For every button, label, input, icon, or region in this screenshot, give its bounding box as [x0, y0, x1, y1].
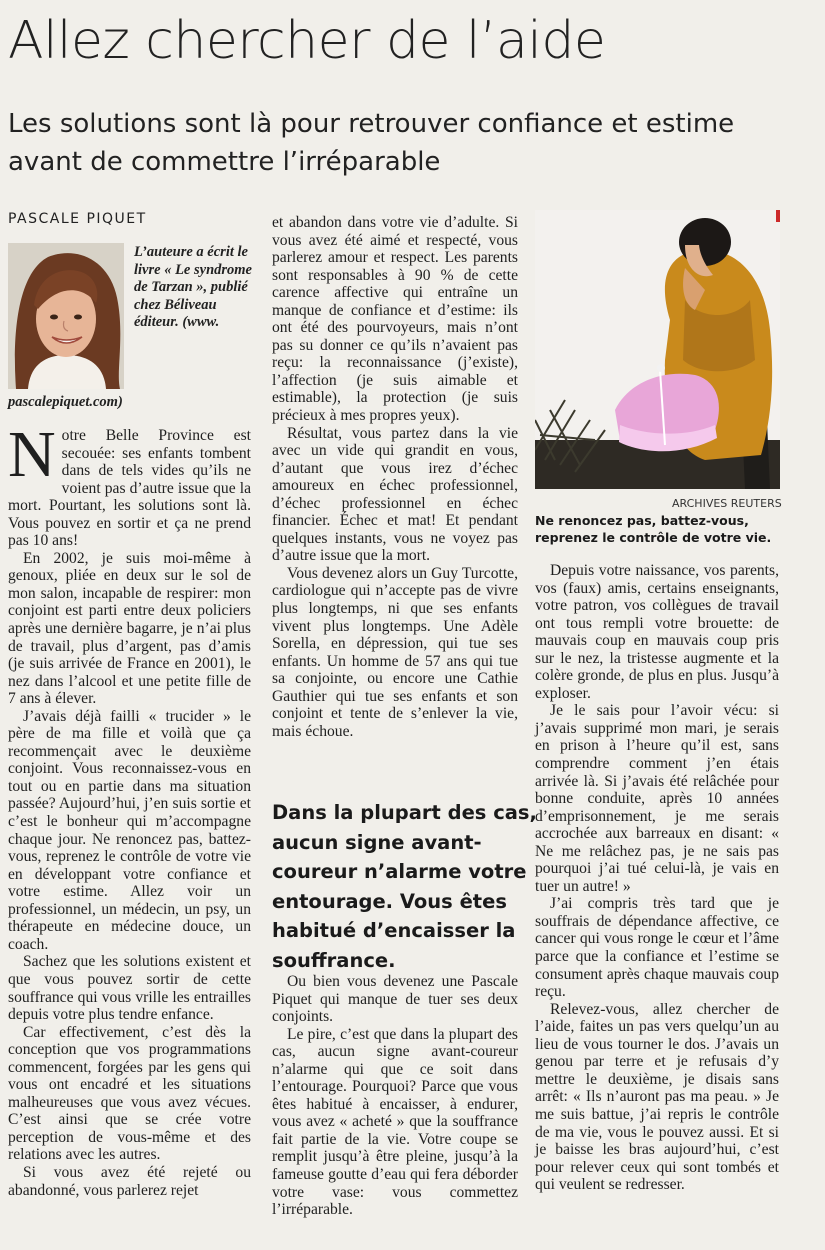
article-headline: Allez chercher de l’aide — [8, 11, 606, 71]
author-portrait — [8, 243, 124, 389]
paragraph: Sachez que les solutions existent et que vous pouvez sortir de cette souffrance qui vous vrille les entrailles depuis votre plus tendre enfance. — [8, 953, 251, 1024]
paragraph-text: otre Belle Province est secouée: ses enfants tombent dans de tels vides qu’ils ne voient pas d’autre issue que la mort. Pourtant, les solutions sont là. Vous pouvez en sortir et ça ne prend pas 10 ans! — [8, 427, 251, 550]
drop-cap: N — [8, 418, 56, 491]
paragraph: Si vous avez été rejeté ou abandonné, vous parlerez rejet — [8, 1163, 251, 1199]
paragraph: et abandon dans votre vie d’adulte. Si vous avez été aimé et respecté, vous parlerez amour et respect. Les parents sont responsables à 90 % de cette carence affective qui entraîne un manque de confiance et d’estime: ils ont été des pourvoyeurs, mais n’ont pas su donner ce qu’ils n’avaient pas reçu: la reconnaissance (j’existe), l’affection (je suis aimable et estimable), la protection (je suis précieux à mes propres yeux). — [272, 214, 518, 425]
paragraph: Relevez-vous, allez chercher de l’aide, faites un pas vers quelqu’un au lieu de vous tourner le dos. J’avais un genou par terre et je refusais d’y mettre le deuxième, je disais sans arrêt: « Ils n’auront pas ma peau. » Je me suis battue, j’ai repris le contrôle de ma vie, vous le pouvez aussi. Et si je baisse les bras aujourd’hui, c’est pour relever ceux qui sont tombés et qui veulent se redresser. — [535, 1000, 779, 1194]
photo-caption: Ne renoncez pas, battez-vous, reprenez le contrôle de votre vie. — [535, 513, 772, 545]
paragraph: En 2002, je suis moi-même à genoux, pliée en deux sur le sol de mon salon, incapable de respirer: mon conjoint est parti entre deux policiers après une dernière bagarre, je n’ai plus de travail, plus d’argent, pas d’amis (je suis arrivée de France en 2001), le nez dans l’alcool et une petite fille de 7 ans à élever. — [8, 549, 251, 708]
paragraph: Résultat, vous partez dans la vie avec un vide qui grandit en vous, d’autant que vous irez d’échec amoureux en échec professionnel, d’échec professionnel en échec financier. Échec et mat! Et pendant quelques instants, vous ne voyez pas d’autre issue que la mort. — [272, 424, 518, 565]
author-byline: PASCALE PIQUET — [8, 211, 147, 227]
article-column-1 — [8, 418, 251, 1199]
paragraph: Ou bien vous devenez une Pascale Piquet qui manque de tuer ses deux conjoints. — [272, 973, 518, 1026]
author-website: pascalepiquet.com) — [8, 394, 123, 410]
paragraph: Depuis votre naissance, vos parents, vos (faux) amis, certains enseignants, votre patron, vos collègues de travail ont tous rempli votre brouette: de mauvais coup en mauvais coup pris sur le nez, la tristesse augmente et la colère gronde, de plus en plus. Jusqu’à exploser. — [535, 562, 779, 702]
paragraph: Le pire, c’est que dans la plupart des cas, aucun signe avant-coureur n’alarme qui que ce soit dans l’entourage. Pourquoi? Parce que vous êtes habitué à encaisser, à endurer, vous avez « acheté » que la souffrance fait partie de la vie. Votre coupe se remplit jusqu’à être pleine, jusqu’à la fameuse goutte d’eau qui fera déborder votre vase: vous commettez l’irréparable. — [272, 1025, 518, 1219]
paragraph: Vous devenez alors un Guy Turcotte, cardiologue qui n’accepte pas de vivre plus longtemps, ni que ses enfants vivent plus longtemps. Une Adèle Sorella, en dépression, qui tue ses enfants. Un homme de 57 ans qui tue sa conjointe, ou encore une Cathie Gauthier qui tue ses enfants et son conjoint et tente de s’enlever la vie, mais échoue. — [272, 564, 518, 740]
article-column-3 — [535, 562, 779, 1194]
paragraph: J’ai compris très tard que je souffrais de dépendance affective, ce cancer qui vous ronge le cœur et l’âme parce que la confiance et l’estime se consument après chaque mauvais coup reçu. — [535, 895, 779, 1001]
pull-quote: Dans la plupart des cas, aucun signe avant-coureur n’alarme votre entourage. Vous êtes habitué d’encaisser la souffrance. — [272, 801, 537, 972]
woman-with-umbrella-photo — [535, 210, 780, 489]
article-column-2-continued — [272, 973, 518, 1219]
article-column-2 — [272, 214, 518, 740]
photo-credit: ARCHIVES REUTERS — [672, 497, 782, 510]
paragraph: Je le sais pour l’avoir vécu: si j’avais supprimé mon mari, je serais en prison à l’heure qu’il est, sans comprendre comment j’en étais arrivée là. Si j’avais été relâchée pour bonne conduite, après 10 années d’emprisonnement, je me serais accrochée aux barreaux en disant: « Ne me relâchez pas, je ne sais pas pourquoi j’ai tué celui-là, je vais en tuer un autre! » — [535, 702, 779, 895]
article-subheadline: Les solutions sont là pour retrouver confiance et estime avant de commettre l’irréparable — [8, 109, 735, 177]
author-note: L’auteure a écrit le livre « Le syndrome de Tarzan », publié chez Béliveau éditeur. (www. — [134, 244, 252, 331]
first-paragraph — [8, 418, 251, 550]
paragraph: J’avais déjà failli « trucider » le père de ma fille et voilà que ça recommençait avec le deuxième conjoint. Vous reconnaissez-vous en tout ou en partie dans ma situation passée? Aujourd’hui, j’en suis sortie et c’est le bonheur qui m’accompagne chaque jour. Ne renoncez pas, battez-vous, reprenez le contrôle de votre vie en développant votre confiance et votre estime. Allez voir un professionnel, un médecin, un psy, un thérapeute en médecine douce, un coach. — [8, 707, 251, 953]
paragraph: Car effectivement, c’est dès la conception que vos programmations commencent, forgées par les gens qui vous ont encadré et les situations malheureuses que vous avez vécues. C’est ainsi que se crée votre perception de vous-même et des relations avec les autres. — [8, 1023, 251, 1164]
